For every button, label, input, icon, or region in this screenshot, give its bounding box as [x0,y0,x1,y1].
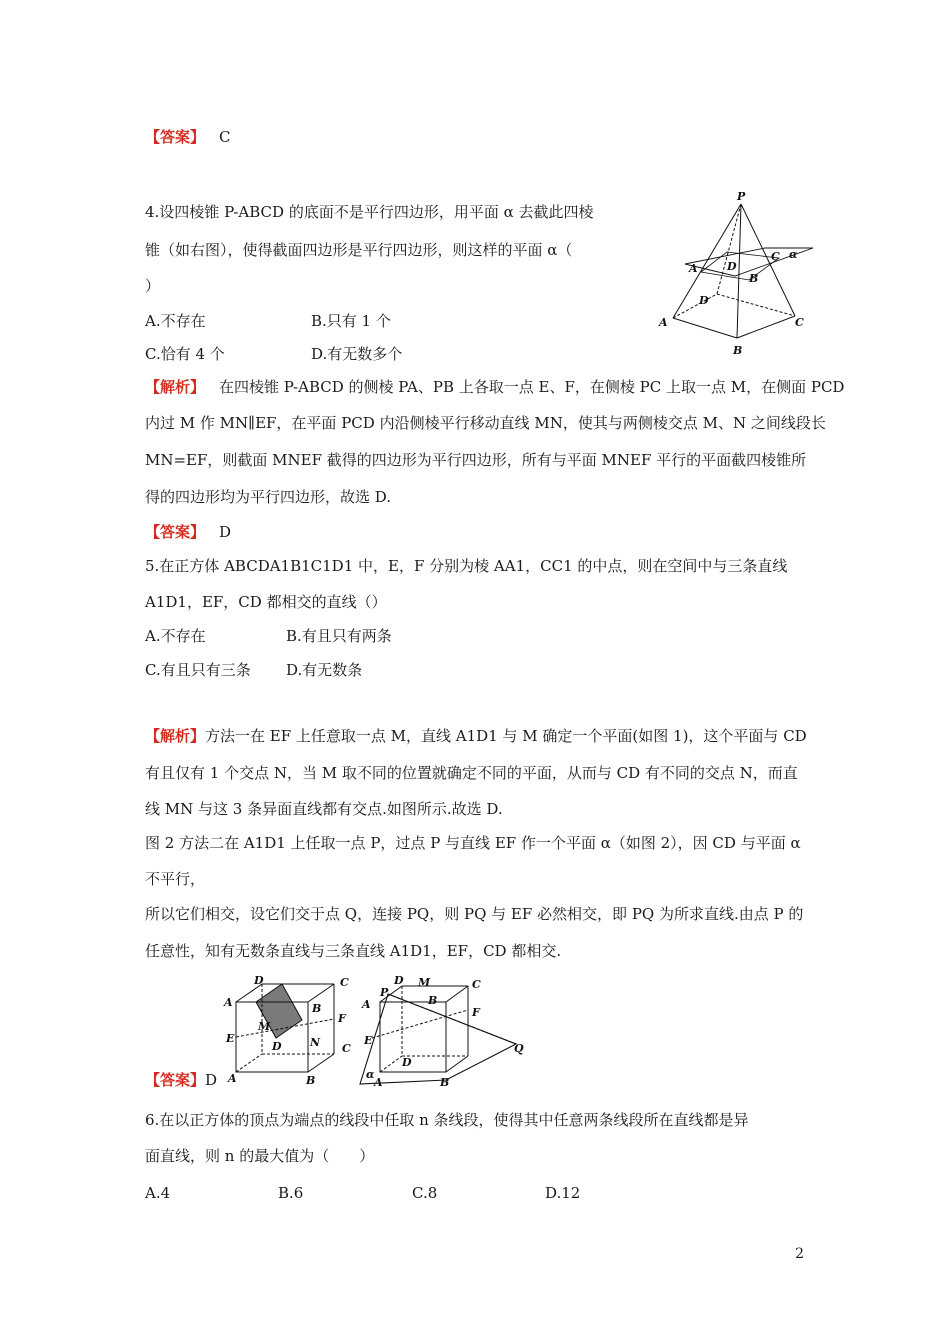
q6-line-2: 面直线，则 n 的最大值为（ ） [145,1147,375,1165]
q5-option-b: B.有且只有两条 [286,627,392,645]
q5-analysis-6: 所以它们相交，设它们交于点 Q，连接 PQ，则 PQ 与 EF 必然相交，即 PQ 为所求直线.由点 P 的 [145,905,804,923]
cube-figure-1 [220,970,360,1088]
f2-label-p: P [380,986,389,999]
q4-option-c: C.恰有 4 个 [145,345,225,363]
f2-label-e: E [364,1034,373,1047]
analysis-tag: 【解析】 [145,378,206,396]
f2-label-b2: B [440,1076,450,1089]
f1-label-c1: C [340,976,349,989]
q5-line-2: A1D1，EF，CD 都相交的直线（） [145,593,387,611]
label-a: A [659,316,668,329]
f1-label-a: A [228,1072,237,1085]
label-c: C [795,316,804,329]
answer-value: D [205,1071,218,1089]
q4-option-a: A.不存在 [145,312,206,330]
q5-option-d: D.有无数条 [286,661,363,679]
label-c1: C [771,250,780,263]
q4-analysis-2: 内过 M 作 MN∥EF，在平面 PCD 内沿侧棱平行移动直线 MN，使其与两侧棱交点 M、N 之间线段长 [145,414,826,432]
f1-label-a1: A [224,996,233,1009]
f2-label-d: D [402,1056,412,1069]
answer-tag: 【答案】 [145,128,206,146]
answer-value: C [219,128,231,146]
q5-analysis-text-1: 方法一在 EF 上任意取一点 M，直线 A1D1 与 M 确定一个平面(如图 1)，这个平面与 CD [205,727,807,745]
f1-label-n: N [310,1036,321,1049]
q6-option-b: B.6 [278,1184,304,1202]
q5-answer-line [145,1070,217,1090]
cube-figure-2 [354,970,534,1090]
q5-analysis-7: 任意性，知有无数条直线与三条直线 A1D1，EF，CD 都相交. [145,942,562,960]
q4-analysis-1 [145,377,844,397]
q6-option-a: A.4 [145,1184,171,1202]
f2-label-alpha: α [366,1068,375,1081]
label-alpha: α [789,248,798,261]
q4-answer-line [145,522,231,542]
f1-label-b: B [306,1074,316,1087]
q5-option-c: C.有且只有三条 [145,661,251,679]
f2-label-f: F [472,1006,480,1019]
q5-line-1: 5.在正方体 ABCDA1B1C1D1 中，E，F 分别为棱 AA1，CC1 的中点，则在空间中与三条直线 [145,557,788,575]
f2-label-c1: C [472,978,481,991]
answer-tag: 【答案】 [145,523,206,541]
prev-answer-line [145,127,231,147]
q4-analysis-4: 得的四边形均为平行四边形，故选 D. [145,488,392,506]
q4-line-3: ） [145,277,161,295]
f2-label-b: B [428,994,438,1007]
q4-analysis-text-1: 在四棱锥 P-ABCD 的侧棱 PA、PB 上各取一点 E、F，在侧棱 PC 上取一点 M，在侧面 PCD [219,378,845,396]
f1-label-d1: D [254,974,264,987]
page-number: 2 [795,1246,804,1262]
q4-option-b: B.只有 1 个 [311,312,391,330]
answer-tag: 【答案】 [145,1071,206,1089]
label-p: P [737,190,746,203]
pyramid-figure [655,190,815,360]
q5-analysis-1 [145,726,807,746]
label-d: D [699,294,709,307]
f2-label-q: Q [514,1042,524,1055]
q5-option-a: A.不存在 [145,627,206,645]
q6-line-1: 6.在以正方体的顶点为端点的线段中任取 n 条线段，使得其中任意两条线段所在直线都是异 [145,1111,749,1129]
q4-analysis-3: MN=EF，则截面 MNEF 截得的四边形为平行四边形，所有与平面 MNEF 平行的平面截四棱锥所 [145,451,807,469]
f2-label-a1: A [362,998,371,1011]
f1-label-m: M [258,1020,271,1033]
q6-option-d: D.12 [545,1184,581,1202]
f2-label-d1: D [394,974,404,987]
f1-label-c: C [342,1042,351,1055]
f1-label-b1: B [312,1002,322,1015]
label-b: B [733,344,743,357]
label-d1: D [727,260,737,273]
label-a1: A [689,262,698,275]
f1-label-d: D [272,1040,282,1053]
q4-line-1: 4.设四棱锥 P-ABCD 的底面不是平行四边形，用平面 α 去截此四棱 [145,203,594,221]
q5-analysis-2: 有且仅有 1 个交点 N，当 M 取不同的位置就确定不同的平面，从而与 CD 有不同的交点 N，而直 [145,764,798,782]
q4-option-d: D.有无数多个 [311,345,403,363]
q5-analysis-5: 不平行， [145,870,206,888]
label-b1: B [749,272,759,285]
q5-analysis-3: 线 MN 与这 3 条异面直线都有交点.如图所示.故选 D. [145,800,503,818]
f2-label-a: A [374,1076,383,1089]
f2-label-m: M [418,976,431,989]
q5-analysis-4: 图 2 方法二在 A1D1 上任取一点 P，过点 P 与直线 EF 作一个平面 α（如图 2），因 CD 与平面 α [145,834,801,852]
q6-option-c: C.8 [412,1184,438,1202]
answer-value: D [219,523,232,541]
f1-label-f: F [338,1012,346,1025]
q4-line-2: 锥（如右图），使得截面四边形是平行四边形，则这样的平面 α（ [145,241,573,259]
f1-label-e: E [226,1032,235,1045]
analysis-tag: 【解析】 [145,727,206,745]
